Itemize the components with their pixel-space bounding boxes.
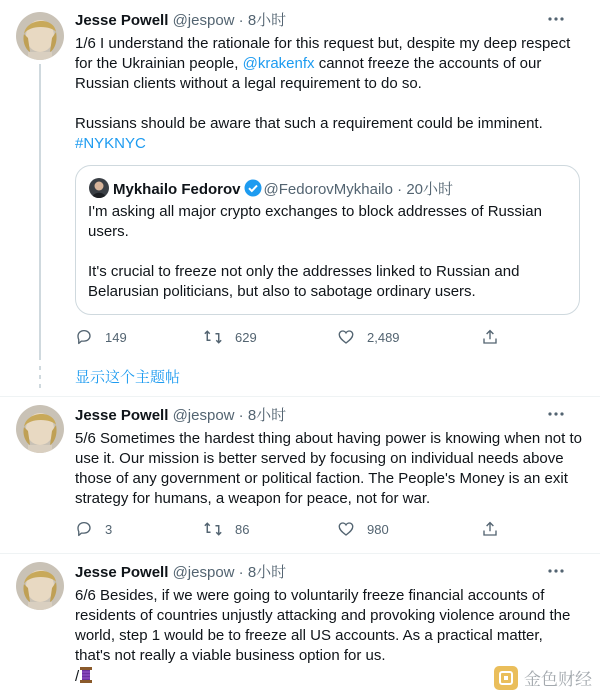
timestamp[interactable]: 8小时 xyxy=(247,12,287,29)
tweet-line: Russians should be aware that such a requirement could be imminent. xyxy=(75,115,543,132)
reply-button[interactable] xyxy=(75,518,112,540)
separator: · xyxy=(397,181,403,198)
hashtag-link[interactable]: #NYKNYC xyxy=(75,135,146,152)
author-handle[interactable]: @jespow xyxy=(172,12,235,29)
thread-spool-icon xyxy=(79,666,93,690)
more-options-icon[interactable] xyxy=(546,404,566,424)
quote-avatar xyxy=(89,178,109,198)
verified-badge-icon xyxy=(244,179,262,203)
thread-gap-dots xyxy=(39,366,41,388)
tweet-text-segment: for the Ukrainian people, xyxy=(75,55,243,72)
quote-paragraph: I'm asking all major crypto exchanges to block addresses of Russian users. xyxy=(88,203,542,240)
reply-icon xyxy=(75,328,93,346)
tweet-text-segment: cannot freeze the accounts of our xyxy=(314,55,542,72)
quote-paragraph: It's crucial to freeze not only the addresses linked to Russian and Belarusian politicians, but also to sabotage ordinary users. xyxy=(88,263,520,300)
tweet-line xyxy=(75,54,582,74)
separator: · xyxy=(238,564,244,581)
show-thread-link[interactable]: 显示这个主题帖 xyxy=(75,369,181,386)
heart-icon xyxy=(337,520,355,538)
more-options-icon[interactable] xyxy=(546,9,566,29)
tweet-text xyxy=(75,34,582,154)
reply-icon xyxy=(75,520,93,538)
tweet-text xyxy=(75,429,582,509)
tweet-line: 1/6 I understand the rationale for this request but, despite my deep respect xyxy=(75,35,571,52)
quote-timestamp[interactable]: 20小时 xyxy=(406,181,454,198)
avatar[interactable] xyxy=(16,12,64,60)
reply-count: 3 xyxy=(105,521,113,537)
tweet-2[interactable] xyxy=(0,397,600,550)
more-options-icon[interactable] xyxy=(546,561,566,581)
author-name[interactable]: Jesse Powell xyxy=(75,564,169,581)
watermark xyxy=(494,665,592,690)
quote-author-handle[interactable]: @FedorovMykhailo xyxy=(263,181,393,198)
tweet-header xyxy=(75,563,584,583)
retweet-count: 86 xyxy=(235,521,250,537)
thread-connector xyxy=(39,64,41,360)
tweet-actions xyxy=(75,518,500,540)
tweet-header xyxy=(75,406,584,426)
like-count: 2,489 xyxy=(367,329,400,345)
quoted-tweet[interactable] xyxy=(75,165,580,315)
share-button[interactable] xyxy=(481,326,499,348)
heart-icon xyxy=(337,328,355,346)
author-name[interactable]: Jesse Powell xyxy=(75,407,169,424)
reply-button[interactable] xyxy=(75,326,127,348)
retweet-button[interactable] xyxy=(203,518,249,540)
timestamp[interactable]: 8小时 xyxy=(247,407,287,424)
author-handle[interactable]: @jespow xyxy=(172,564,235,581)
ending-slash: / xyxy=(75,668,80,685)
timestamp[interactable]: 8小时 xyxy=(247,564,287,581)
retweet-button[interactable] xyxy=(203,326,257,348)
share-button[interactable] xyxy=(481,518,499,540)
watermark-text: 金色财经 xyxy=(524,670,592,689)
like-count: 980 xyxy=(367,521,389,537)
quote-text xyxy=(88,202,567,302)
tweet-header xyxy=(75,11,584,31)
retweet-count: 629 xyxy=(235,329,257,345)
tweet-paragraph: 6/6 Besides, if we were going to voluntarily freeze financial accounts of residents of countries unjustly attacking and provoking violence around the world, step 1 would be to freeze all US accounts. As a practical matter, that's not really a viable business option for us. xyxy=(75,587,571,664)
watermark-logo-icon xyxy=(494,666,518,690)
share-icon xyxy=(481,520,499,538)
quote-header xyxy=(89,178,453,203)
avatar[interactable] xyxy=(16,562,64,610)
retweet-icon xyxy=(203,520,223,538)
separator: · xyxy=(238,12,244,29)
like-button[interactable] xyxy=(337,518,389,540)
tweet-paragraph: 5/6 Sometimes the hardest thing about having power is knowing when not to use it. Our mission is better served by focusing on individual needs above those of any government or political faction. The People's Money is an exit strategy for humans, a weapon for peace, not for war. xyxy=(75,430,582,507)
mention-link[interactable]: @krakenfx xyxy=(242,55,315,72)
quote-author-name[interactable]: Mykhailo Fedorov xyxy=(113,181,241,198)
retweet-icon xyxy=(203,328,223,346)
reply-count: 149 xyxy=(105,329,127,345)
tweet-line: Russian clients without a legal requirement to do so. xyxy=(75,75,422,92)
separator: · xyxy=(238,407,244,424)
like-button[interactable] xyxy=(337,326,400,348)
avatar[interactable] xyxy=(16,405,64,453)
author-name[interactable]: Jesse Powell xyxy=(75,12,169,29)
tweet-actions xyxy=(75,326,500,348)
hashtag-line xyxy=(75,134,582,154)
author-handle[interactable]: @jespow xyxy=(172,407,235,424)
share-icon xyxy=(481,328,499,346)
